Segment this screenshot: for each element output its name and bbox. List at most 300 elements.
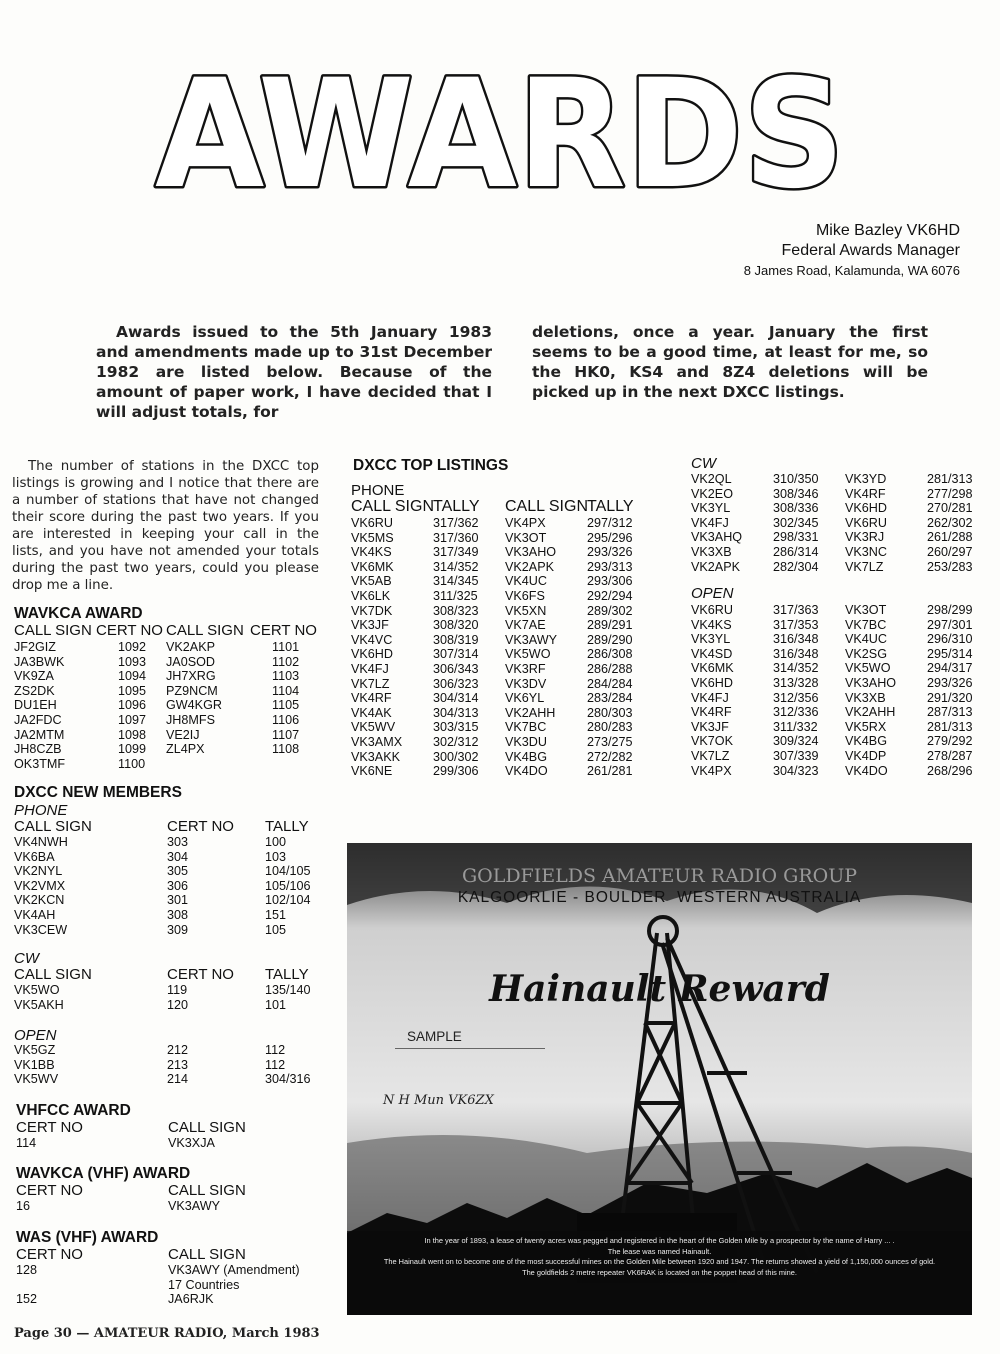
table-row — [351, 618, 681, 633]
table-cell: 283/284 — [587, 691, 633, 706]
table-cell: 212 — [167, 1043, 189, 1057]
table-cell: 307/314 — [433, 647, 479, 662]
dxcc-new-open-label: OPEN — [14, 1027, 57, 1044]
table-cell: 316/348 — [773, 646, 819, 661]
table-row — [691, 764, 991, 779]
certificate-caption — [357, 1236, 962, 1278]
table-cell: 307/339 — [773, 748, 819, 763]
table-cell: 279/292 — [927, 734, 973, 749]
table-cell: 297/312 — [587, 516, 633, 530]
vhfcc-table — [16, 1136, 326, 1151]
certificate-location: KALGOORLIE - BOULDER WESTERN AUSTRALIA — [457, 889, 862, 906]
table-cell: 112 — [265, 1043, 286, 1057]
table-cell: VK3OT — [845, 603, 887, 617]
table-cell: 278/287 — [927, 748, 973, 763]
table-cell: VK4FJ — [691, 690, 729, 705]
table-cell: VK6LK — [351, 588, 391, 603]
table-cell: VK2AKP — [166, 640, 216, 654]
table-cell: 273/275 — [587, 734, 633, 749]
table-cell: JF2GIZ — [14, 640, 56, 654]
table-cell: 128 — [16, 1263, 38, 1277]
dxcc-new-open-table — [14, 1043, 334, 1087]
table-cell: 296/310 — [927, 632, 973, 647]
table-cell: 293/326 — [927, 675, 973, 690]
table-cell: VK4DO — [845, 763, 888, 778]
table-row — [691, 501, 991, 516]
table-row — [14, 713, 334, 728]
table-cell: 112 — [265, 1057, 286, 1072]
caption-line-1: In the year of 1893, a lease of twenty acres was pegged and registered in the heart of the Golden Mile by a prospector by the name of Harry ... . — [424, 1236, 895, 1245]
table-cell: 311/325 — [433, 588, 478, 603]
table-cell: 292/294 — [587, 588, 633, 603]
table-cell: VK4PX — [691, 763, 732, 778]
table-cell: 312/356 — [773, 690, 819, 705]
table-cell: VK3AWY — [505, 632, 558, 647]
wavkca-vhf-header-callsign: CALL SIGN — [168, 1182, 246, 1199]
dxcc-new-phone-header-tally: TALLY — [265, 818, 309, 835]
table-row — [351, 764, 681, 779]
table-row — [691, 545, 991, 560]
table-cell: 295/314 — [927, 646, 973, 661]
table-cell: VK3DV — [505, 676, 547, 691]
table-row — [351, 677, 681, 692]
table-cell: 119 — [167, 983, 188, 997]
dxcc-new-cw-header-cert: CERT NO — [167, 966, 234, 983]
table-row — [351, 604, 681, 619]
intro-left — [96, 322, 492, 422]
table-cell: VK4AK — [351, 705, 392, 720]
table-cell: VK3AHQ — [691, 530, 743, 545]
table-row — [16, 1199, 326, 1214]
table-cell: VK6NE — [351, 764, 393, 779]
table-cell: 261/281 — [587, 764, 633, 779]
table-cell: GW4KGR — [166, 698, 222, 713]
table-cell: VK7LZ — [351, 676, 390, 691]
table-cell: 314/352 — [433, 559, 479, 574]
awards-title-text: AWARDS — [155, 48, 845, 218]
table-cell: 306 — [167, 878, 189, 893]
table-cell: VK4SD — [691, 646, 733, 661]
table-cell: VK2EO — [691, 486, 733, 501]
table-row — [351, 750, 681, 765]
table-row — [351, 516, 681, 531]
table-cell: 114 — [16, 1136, 37, 1150]
caption-line-4: The goldfields 2 metre repeater VK6RAK is located on the poppet head of this mine. — [522, 1267, 797, 1277]
table-cell: 261/288 — [927, 530, 973, 545]
table-cell: 281/313 — [927, 472, 973, 486]
table-cell: VK3YD — [845, 472, 887, 486]
table-cell: 310/350 — [773, 472, 819, 486]
table-cell: 291/320 — [927, 690, 973, 705]
table-cell: 282/304 — [773, 559, 819, 574]
table-cell: 1105 — [272, 698, 300, 713]
table-cell: 105/106 — [265, 878, 311, 893]
table-cell: VK3XJA — [168, 1136, 215, 1150]
table-cell: JA3BWK — [14, 654, 65, 669]
table-row — [16, 1292, 326, 1307]
table-row — [14, 655, 334, 670]
table-cell: VK6RU — [845, 515, 887, 530]
table-cell: VK5RX — [845, 719, 887, 734]
table-cell: VK5GZ — [14, 1043, 56, 1057]
table-cell: VK5WO — [505, 647, 551, 662]
table-cell: OK3TMF — [14, 756, 66, 771]
table-row — [14, 998, 334, 1013]
table-cell: 260/297 — [927, 544, 973, 559]
dxcc-top-header-callsign-1: CALL SIGN — [351, 498, 434, 515]
table-cell: VK3DU — [505, 734, 547, 749]
table-row — [691, 603, 991, 618]
table-cell: VK3YL — [691, 632, 731, 647]
table-cell: VK5AKH — [14, 997, 64, 1012]
table-cell: VK4KS — [351, 545, 392, 560]
table-cell: 286/288 — [587, 661, 633, 676]
table-row — [351, 706, 681, 721]
table-row — [16, 1263, 326, 1278]
table-row — [691, 676, 991, 691]
table-cell: JA2FDC — [14, 712, 62, 727]
dxcc-top-cw-table — [691, 472, 991, 574]
table-cell: VK3JF — [351, 618, 389, 633]
table-row — [691, 647, 991, 662]
table-row — [691, 734, 991, 749]
table-cell: 280/303 — [587, 705, 633, 720]
table-cell: VK4RF — [691, 705, 732, 720]
table-cell: 262/302 — [927, 515, 973, 530]
was-vhf-table — [16, 1263, 326, 1307]
dxcc-top-open-label: OPEN — [691, 585, 734, 602]
table-cell: 289/302 — [587, 603, 633, 618]
table-cell: VK6RU — [691, 603, 733, 617]
table-cell: 120 — [167, 997, 189, 1012]
table-cell: 304/316 — [265, 1072, 311, 1087]
table-cell: VK3OT — [505, 530, 547, 545]
table-row — [14, 1043, 334, 1058]
table-cell: 303/315 — [433, 720, 479, 735]
table-row — [351, 545, 681, 560]
table-cell: 105 — [265, 922, 287, 937]
wavkca-vhf-title: WAVKCA (VHF) AWARD — [16, 1165, 191, 1182]
table-row — [16, 1278, 326, 1293]
table-cell: VK2VMX — [14, 878, 66, 893]
table-cell: VK6YL — [505, 691, 545, 706]
table-cell: VK7LZ — [845, 559, 884, 574]
table-cell: VK5AB — [351, 574, 392, 589]
signature-area — [395, 1048, 545, 1049]
table-cell: VK2KCN — [14, 893, 65, 908]
table-cell: 268/296 — [927, 763, 973, 778]
table-cell: VK3RF — [505, 661, 546, 676]
table-cell: 1093 — [118, 654, 147, 669]
table-row — [691, 618, 991, 633]
table-cell: VK3XB — [845, 690, 886, 705]
wavkca-header-cert-2: CERT NO — [250, 622, 317, 639]
table-cell: JH8MFS — [166, 712, 215, 727]
table-cell: 151 — [265, 907, 287, 922]
table-cell: 317/353 — [773, 617, 819, 632]
table-cell: 101 — [265, 997, 287, 1012]
table-cell: VK3XB — [691, 544, 732, 559]
dxcc-new-phone-header-callsign: CALL SIGN — [14, 818, 92, 835]
table-cell: 103 — [265, 849, 287, 864]
table-cell: VK6RU — [351, 516, 393, 530]
table-cell: 306/323 — [433, 676, 479, 691]
table-row — [14, 728, 334, 743]
table-cell: VK3AHO — [845, 675, 897, 690]
table-row — [14, 850, 334, 865]
certificate-award-name: Hainault Reward — [489, 968, 830, 1010]
table-row — [14, 698, 334, 713]
table-cell: VK2APK — [691, 559, 741, 574]
table-row — [14, 757, 334, 772]
table-row — [691, 516, 991, 531]
awards-title — [0, 48, 1000, 218]
table-row — [351, 589, 681, 604]
intro-right-text: deletions, once a year. January the first seems to be a good time, at least for me, so the HK0, KS4 and 8Z4 deletions will be picked up in the next DXCC listings. — [532, 323, 928, 401]
table-cell: 272/282 — [587, 749, 633, 764]
dxcc-new-cw-header-tally: TALLY — [265, 966, 309, 983]
table-cell: 1097 — [118, 712, 147, 727]
table-cell: 309/324 — [773, 734, 819, 749]
author-address: 8 James Road, Kalamunda, WA 6076 — [743, 263, 960, 278]
page-footer: Page 30 — AMATEUR RADIO, March 1983 — [14, 1326, 320, 1341]
table-row — [14, 1072, 334, 1087]
table-cell: 277/298 — [927, 486, 973, 501]
table-cell: VK7OK — [691, 734, 733, 749]
table-row — [691, 530, 991, 545]
table-cell: VK3YL — [691, 501, 731, 516]
table-cell: VE2IJ — [166, 727, 200, 742]
table-cell: 300/302 — [433, 749, 479, 764]
table-cell: VK9ZA — [14, 669, 54, 684]
table-cell: 297/301 — [927, 617, 973, 632]
table-cell: VK4FJ — [351, 661, 389, 676]
table-cell: 293/313 — [587, 559, 633, 574]
table-cell: VK2APK — [505, 559, 555, 574]
table-cell: VK6MK — [351, 559, 394, 574]
table-cell: 1092 — [118, 640, 147, 654]
table-row — [691, 487, 991, 502]
table-cell: VK3AKK — [351, 749, 401, 764]
dxcc-new-title: DXCC NEW MEMBERS — [14, 784, 182, 801]
was-vhf-header-callsign: CALL SIGN — [168, 1246, 246, 1263]
table-cell: VK3RJ — [845, 530, 885, 545]
table-cell: 302/345 — [773, 515, 819, 530]
table-cell: VK3JF — [691, 719, 729, 734]
table-cell: VK4AH — [14, 907, 56, 922]
table-cell: 317/362 — [433, 516, 479, 530]
table-row — [14, 669, 334, 684]
table-cell: 317/363 — [773, 603, 819, 617]
wavkca-table — [14, 640, 334, 771]
dxcc-new-phone-header-cert: CERT NO — [167, 818, 234, 835]
table-cell: 317/349 — [433, 545, 479, 560]
table-cell: 17 Countries — [168, 1277, 240, 1292]
table-cell: VK5WO — [14, 983, 60, 997]
table-cell: JA0SOD — [166, 654, 215, 669]
table-cell: 289/290 — [587, 632, 633, 647]
table-cell: 1108 — [272, 742, 300, 757]
table-cell: VK4KS — [691, 617, 732, 632]
table-cell: VK7BC — [505, 720, 547, 735]
table-cell: 304 — [167, 849, 189, 864]
table-cell: 152 — [16, 1292, 38, 1307]
table-cell: 1095 — [118, 683, 147, 698]
table-cell: VK6HD — [351, 647, 393, 662]
table-row — [351, 647, 681, 662]
vhfcc-header-callsign: CALL SIGN — [168, 1119, 246, 1136]
table-cell: 281/313 — [927, 719, 973, 734]
table-cell: 213 — [167, 1057, 189, 1072]
table-cell: VK2QL — [691, 472, 732, 486]
table-cell: VK2NYL — [14, 864, 63, 879]
table-cell: 286/308 — [587, 647, 633, 662]
dxcc-new-cw-label: CW — [14, 950, 39, 967]
dxcc-top-open-table — [691, 603, 991, 778]
table-cell: 309 — [167, 922, 189, 937]
table-cell: VK4RF — [845, 486, 886, 501]
caption-line-3: The Hainault went on to become one of the most successful mines on the Golden Mile between 1920 and 1947. The returns showed a yield of 1,150,000 ounces of gold. — [383, 1257, 936, 1266]
table-cell: 304/313 — [433, 705, 479, 720]
table-cell: 305 — [167, 864, 189, 879]
wavkca-header-callsign-1: CALL SIGN — [14, 622, 92, 639]
wavkca-vhf-table — [16, 1199, 326, 1214]
table-cell: 308/323 — [433, 603, 479, 618]
hainault-award-certificate — [347, 843, 972, 1315]
dxcc-top-phone-table — [351, 516, 681, 779]
table-row — [691, 632, 991, 647]
dxcc-top-header-tally-2: TALLY — [587, 498, 634, 515]
table-cell: VK5WV — [14, 1072, 59, 1087]
table-cell: 1104 — [272, 683, 300, 698]
table-cell: VK5WO — [845, 661, 891, 676]
table-row — [351, 633, 681, 648]
author-role: Federal Awards Manager — [781, 242, 960, 259]
table-cell: VK7DK — [351, 603, 393, 618]
table-cell: 313/328 — [773, 675, 819, 690]
table-cell: VK6HD — [845, 501, 887, 516]
table-cell: VK4FJ — [691, 515, 729, 530]
table-cell: VK7AE — [505, 618, 546, 633]
table-row — [16, 1136, 326, 1151]
table-row — [14, 640, 334, 655]
table-cell: VK4UC — [505, 574, 547, 589]
wavkca-header-callsign-2: CALL SIGN — [166, 622, 244, 639]
intro-right — [532, 322, 928, 402]
table-cell: VK5XN — [505, 603, 547, 618]
table-cell: VK1BB — [14, 1057, 55, 1072]
table-cell: 284/284 — [587, 676, 633, 691]
table-cell: VK3AMX — [351, 734, 403, 749]
table-cell: JA2MTM — [14, 727, 65, 742]
table-cell: VK4BG — [505, 749, 547, 764]
table-cell: 270/281 — [927, 501, 973, 516]
dxcc-new-phone-table — [14, 835, 334, 937]
table-row — [14, 1058, 334, 1073]
table-cell: VK7BC — [845, 617, 887, 632]
table-cell: 316/348 — [773, 632, 819, 647]
table-cell: VK3AHO — [505, 545, 557, 560]
table-cell: 295/296 — [587, 530, 633, 545]
table-row — [691, 691, 991, 706]
table-cell: 1094 — [118, 669, 147, 684]
was-vhf-title: WAS (VHF) AWARD — [16, 1229, 159, 1246]
table-row — [691, 560, 991, 575]
table-cell: 314/352 — [773, 661, 819, 676]
table-cell: VK6HD — [691, 675, 733, 690]
intro-left-text: Awards issued to the 5th January 1983 and amendments made up to 31st December 1982 are listed below. Because of the amount of paper work, I have decided that I will adjust totals, for — [96, 323, 492, 421]
table-row — [691, 749, 991, 764]
table-cell: 301 — [167, 893, 189, 908]
dxcc-top-phone-label: PHONE — [351, 482, 405, 499]
table-cell: VK3AWY (Amendment) — [168, 1263, 300, 1277]
dxcc-new-cw-header-callsign: CALL SIGN — [14, 966, 92, 983]
table-cell: VK6FS — [505, 588, 545, 603]
table-cell: VK4RF — [351, 691, 392, 706]
dxcc-new-cw-table — [14, 983, 334, 1012]
table-cell: 1102 — [272, 654, 300, 669]
table-cell: 293/306 — [587, 574, 633, 589]
table-row — [14, 742, 334, 757]
wavkca-header-cert-1: CERT NO — [96, 622, 163, 639]
table-row — [14, 923, 334, 938]
table-cell: 303 — [167, 835, 189, 849]
table-cell: VK5WV — [351, 720, 396, 735]
table-row — [14, 835, 334, 850]
table-cell: 304/314 — [433, 691, 479, 706]
table-cell: 304/323 — [773, 763, 819, 778]
table-row — [351, 720, 681, 735]
table-cell: 294/317 — [927, 661, 973, 676]
table-cell: VK2AHH — [845, 705, 896, 720]
table-cell: 308/346 — [773, 486, 819, 501]
dxcc-top-header-tally-1: TALLY — [433, 498, 480, 515]
table-cell: 1101 — [272, 640, 300, 654]
table-cell: 317/360 — [433, 530, 479, 545]
table-cell: 1103 — [272, 669, 300, 684]
table-cell: ZL4PX — [166, 742, 205, 757]
table-cell: 1106 — [272, 712, 300, 727]
was-vhf-header-cert: CERT NO — [16, 1246, 83, 1263]
table-cell: VK6MK — [691, 661, 734, 676]
table-row — [14, 893, 334, 908]
table-row — [691, 472, 991, 487]
table-cell: 299/306 — [433, 764, 479, 779]
table-cell: VK4PX — [505, 516, 546, 530]
table-cell: JH8CZB — [14, 742, 62, 757]
table-cell: VK4DO — [505, 764, 548, 779]
table-cell: ZS2DK — [14, 683, 55, 698]
table-cell: 311/332 — [773, 719, 818, 734]
table-row — [14, 879, 334, 894]
table-cell: 280/283 — [587, 720, 633, 735]
table-row — [14, 864, 334, 879]
table-cell: 100 — [265, 835, 287, 849]
table-cell: VK4VC — [351, 632, 393, 647]
certificate-group-name: GOLDFIELDS AMATEUR RADIO GROUP — [461, 865, 858, 887]
dxcc-new-phone-label: PHONE — [14, 802, 68, 819]
table-cell: VK4UC — [845, 632, 887, 647]
table-cell: 102/104 — [265, 893, 311, 908]
wavkca-vhf-header-cert: CERT NO — [16, 1182, 83, 1199]
table-cell: 308/320 — [433, 618, 479, 633]
dxcc-top-cw-label: CW — [691, 455, 716, 472]
dxcc-top-header-callsign-2: CALL SIGN — [505, 498, 588, 515]
table-cell: DU1EH — [14, 698, 57, 713]
table-cell: VK6BA — [14, 849, 55, 864]
table-cell: JA6RJK — [168, 1292, 214, 1307]
table-cell: 253/283 — [927, 559, 973, 574]
